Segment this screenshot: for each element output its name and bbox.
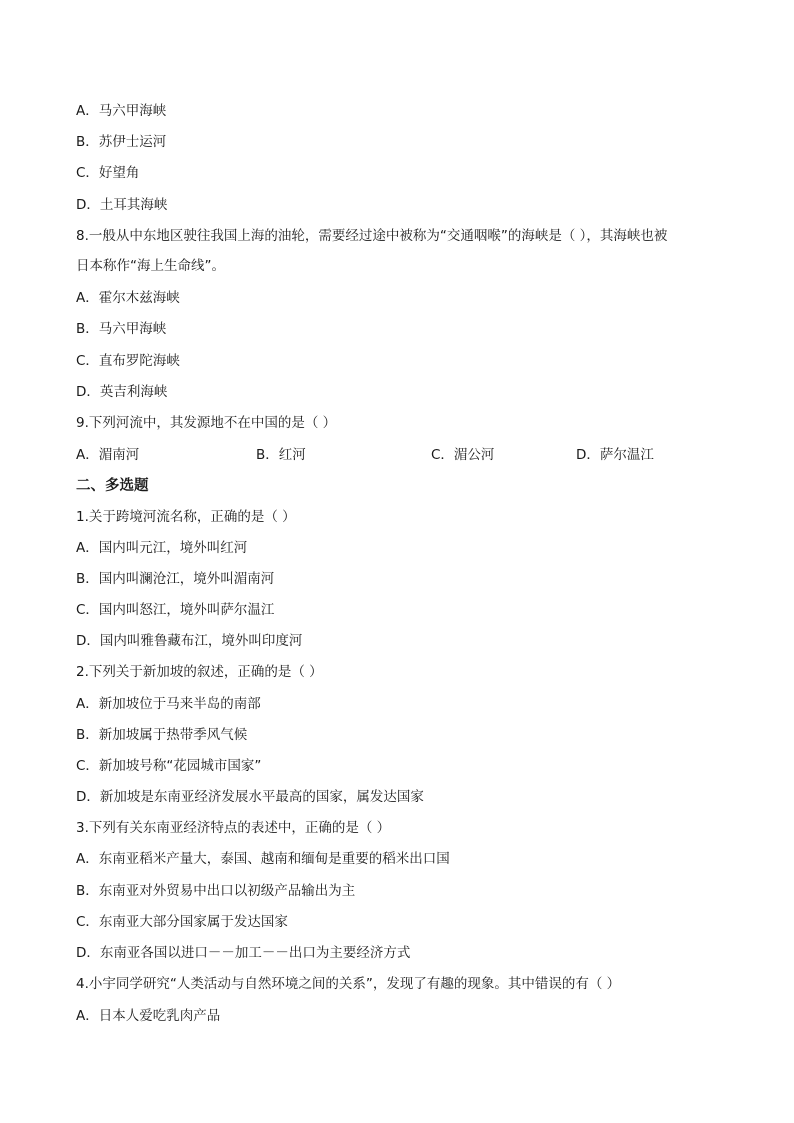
m4-option-a: A．日本人爱吃乳肉产品: [76, 1008, 221, 1024]
m1-option-c: C．国内叫怒江，境外叫萨尔温江: [76, 602, 275, 618]
q8-option-d: D．英吉利海峡: [76, 384, 168, 400]
section-heading-multiple-choice: 二、多选题: [76, 478, 149, 494]
q9-stem: 9.下列河流中，其发源地不在中国的是（ ）: [76, 415, 337, 431]
m1-option-a: A．国内叫元江，境外叫红河: [76, 540, 248, 556]
q9-option-c: C．湄公河: [431, 447, 495, 463]
m3-option-a: A．东南亚稻米产量大，泰国、越南和缅甸是重要的稻米出口国: [76, 851, 450, 867]
q8-option-b: B．马六甲海峡: [76, 321, 167, 337]
m2-stem: 2.下列关于新加坡的叙述，正确的是（ ）: [76, 664, 323, 680]
m3-option-b: B．东南亚对外贸易中出口以初级产品输出为主: [76, 883, 356, 899]
q8-option-c: C．直布罗陀海峡: [76, 353, 180, 369]
q8-option-a: A．霍尔木兹海峡: [76, 290, 180, 306]
prev-option-c: C．好望角: [76, 165, 140, 181]
m4-stem: 4.小宇同学研究“人类活动与自然环境之间的关系”，发现了有趣的现象。其中错误的有（ ）: [76, 976, 621, 992]
m1-stem: 1.关于跨境河流名称，正确的是（ ）: [76, 509, 296, 525]
prev-option-a: A．马六甲海峡: [76, 103, 167, 119]
prev-option-b: B．苏伊士运河: [76, 134, 167, 150]
q9-option-d: D．萨尔温江: [576, 447, 654, 463]
q8-stem-line1: 8.一般从中东地区驶往我国上海的油轮，需要经过途中被称为“交通咽喉”的海峡是（ ），其海峡也被: [76, 228, 668, 244]
m2-option-c: C．新加坡号称“花园城市国家”: [76, 758, 262, 774]
m3-option-d: D．东南亚各国以进口－－加工－－出口为主要经济方式: [76, 945, 411, 961]
q9-option-a: A．湄南河: [76, 447, 140, 463]
prev-option-d: D．土耳其海峡: [76, 197, 168, 213]
m2-option-b: B．新加坡属于热带季风气候: [76, 727, 248, 743]
m1-option-b: B．国内叫澜沧江，境外叫湄南河: [76, 571, 275, 587]
m2-option-d: D．新加坡是东南亚经济发展水平最高的国家，属发达国家: [76, 789, 424, 805]
m3-stem: 3.下列有关东南亚经济特点的表述中，正确的是（ ）: [76, 820, 391, 836]
q9-option-b: B．红河: [256, 447, 306, 463]
q8-stem-line2: 日本称作“海上生命线”。: [76, 258, 225, 274]
m3-option-c: C．东南亚大部分国家属于发达国家: [76, 914, 288, 930]
m2-option-a: A．新加坡位于马来半岛的南部: [76, 696, 261, 712]
m1-option-d: D．国内叫雅鲁藏布江，境外叫印度河: [76, 633, 303, 649]
